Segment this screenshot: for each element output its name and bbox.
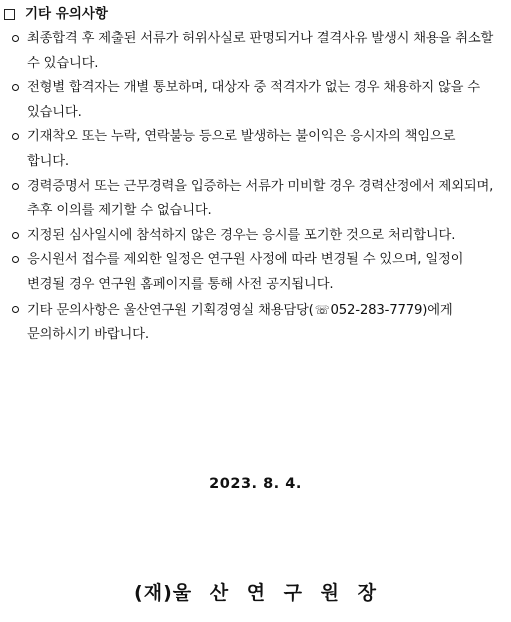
circle-bullet-icon: [12, 84, 19, 91]
section-heading-text: 기타 유의사항: [25, 6, 108, 22]
notice-item: [10, 175, 495, 224]
notice-text: 지정된 심사일시에 참석하지 않은 경우는 응시를 포기한 것으로 처리합니다.: [27, 227, 456, 243]
issuer-signature: [0, 578, 511, 605]
notice-text: 최종합격 후 제출된 서류가 허위사실로 판명되거나 결격사유 발생시 채용을 취소할 수 있습니다.: [27, 31, 494, 71]
notice-text: 응시원서 접수를 제외한 일정은 연구원 사정에 따라 변경될 수 있으며, 일정이 변경될 경우 연구원 홈페이지를 통해 사전 공지됩니다.: [27, 252, 464, 292]
circle-bullet-icon: [12, 133, 19, 140]
document-date: 2023. 8. 4.: [209, 476, 302, 492]
issuer-name: (재)울 산 연 구 원 장: [134, 582, 377, 604]
circle-bullet-icon: [12, 183, 19, 190]
notice-list: [10, 27, 495, 348]
phone-icon: ☏: [314, 302, 330, 317]
square-bullet-icon: [4, 9, 15, 20]
notice-item-contact: [10, 298, 495, 348]
notice-text: 전형별 합격자는 개별 통보하며, 대상자 중 적격자가 없는 경우 채용하지 않을 수 있습니다.: [27, 80, 480, 120]
circle-bullet-icon: [12, 306, 19, 313]
notice-item: [10, 27, 495, 76]
notice-text: 기재착오 또는 누락, 연락불능 등으로 발생하는 불이익은 응시자의 책임으로 합니다.: [27, 129, 456, 169]
circle-bullet-icon: [12, 35, 19, 42]
notice-item: [10, 76, 495, 125]
notice-item: [10, 125, 495, 174]
contact-text-before: 기타 문의사항은 울산연구원 기획경영실 채용담당(: [27, 302, 314, 318]
contact-text-after: )에게 문의하시기 바랍니다.: [27, 302, 453, 343]
section-heading: [4, 5, 108, 23]
circle-bullet-icon: [12, 232, 19, 239]
notice-text: 경력증명서 또는 근무경력을 입증하는 서류가 미비할 경우 경력산정에서 제외되며, 추후 이의를 제기할 수 없습니다.: [27, 178, 494, 219]
contact-phone-number: 052-283-7779: [330, 302, 423, 318]
circle-bullet-icon: [12, 256, 19, 263]
notice-item: [10, 224, 495, 249]
notice-item: [10, 248, 495, 297]
